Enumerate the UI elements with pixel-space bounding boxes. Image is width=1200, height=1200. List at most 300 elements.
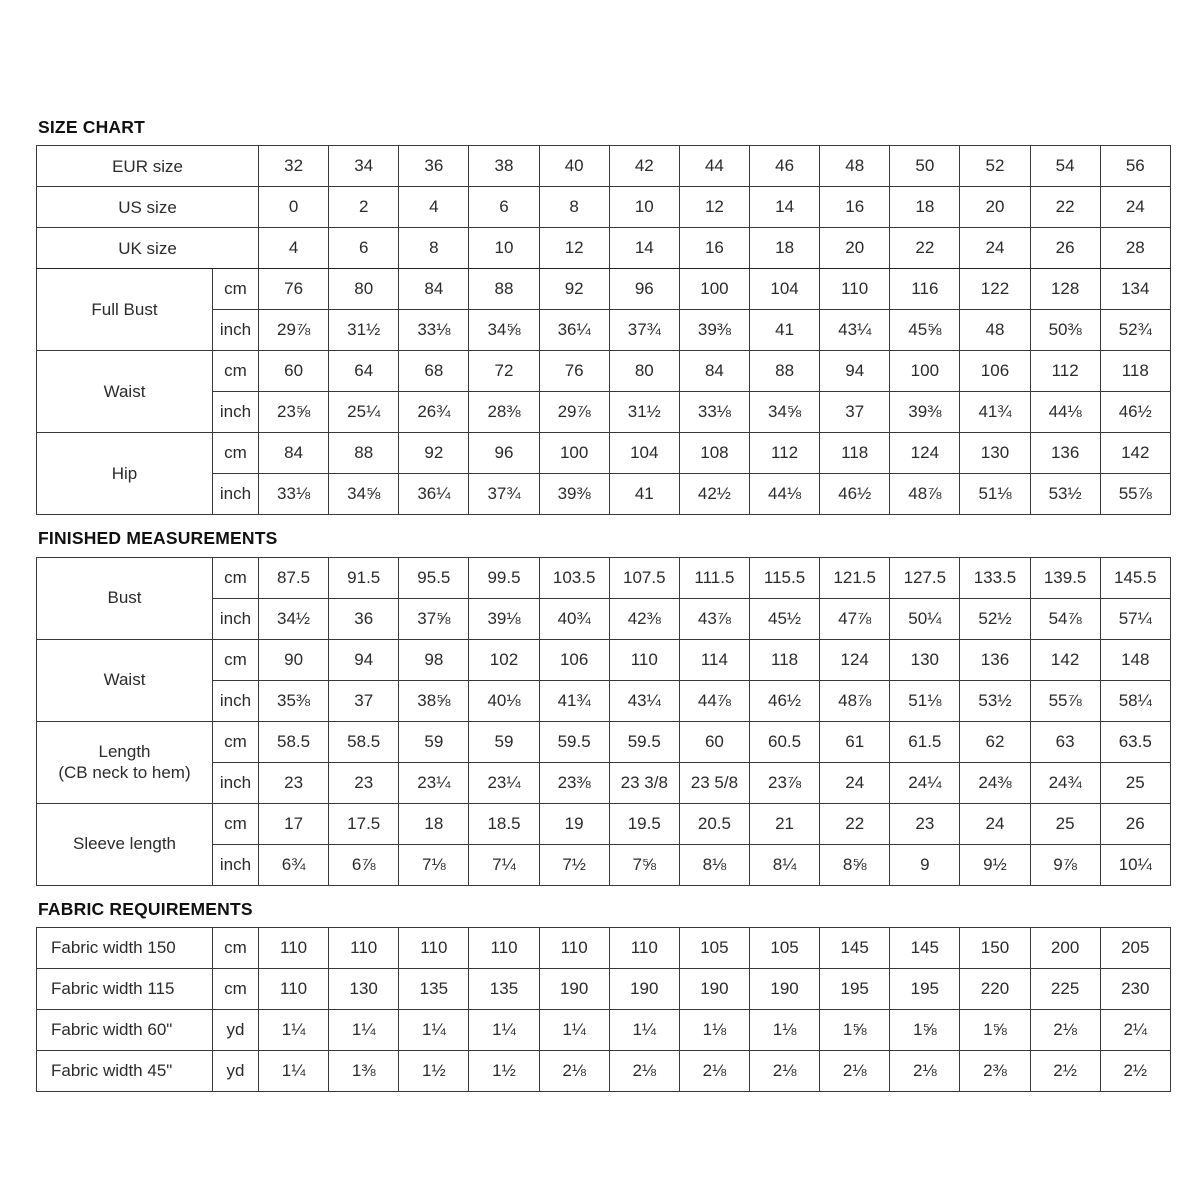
cell: 24 <box>960 228 1030 269</box>
cell: 21 <box>749 803 819 844</box>
cell: 25¼ <box>329 392 399 433</box>
cell: 36¼ <box>399 474 469 515</box>
cell: 2½ <box>1030 1050 1100 1091</box>
cell: 105 <box>749 927 819 968</box>
cell: 24¾ <box>1030 762 1100 803</box>
table-row <box>37 721 1171 762</box>
unit-cell: cm <box>213 721 259 762</box>
cell: 118 <box>749 639 819 680</box>
cell: 46 <box>750 146 820 187</box>
cell: 8⅛ <box>679 844 749 885</box>
cell: 25 <box>1030 803 1100 844</box>
table-row <box>37 351 1171 392</box>
finished-measurements-table <box>36 557 1171 886</box>
cell: 2⅛ <box>1030 1009 1100 1050</box>
finished-measurements-body <box>37 557 1171 885</box>
cell: 2⅛ <box>679 1050 749 1091</box>
cell: 44⅛ <box>750 474 820 515</box>
cell: 76 <box>539 351 609 392</box>
cell: 108 <box>679 433 749 474</box>
cell: 127.5 <box>890 557 960 598</box>
cell: 48⅞ <box>890 474 960 515</box>
cell: 1⅛ <box>749 1009 819 1050</box>
cell: 8⅝ <box>820 844 890 885</box>
cell: 55⅞ <box>1100 474 1170 515</box>
cell: 9⅞ <box>1030 844 1100 885</box>
cell: 52½ <box>960 598 1030 639</box>
unit-cell: inch <box>213 762 259 803</box>
row-label-eur-size: EUR size <box>37 146 259 187</box>
cell: 63.5 <box>1100 721 1170 762</box>
unit-cell: cm <box>213 433 259 474</box>
cell: 100 <box>679 269 749 310</box>
cell: 88 <box>750 351 820 392</box>
cell: 16 <box>820 187 890 228</box>
cell: 56 <box>1100 146 1170 187</box>
cell: 44⅛ <box>1030 392 1100 433</box>
table-row <box>37 1050 1171 1091</box>
table-row <box>37 968 1171 1009</box>
cell: 121.5 <box>820 557 890 598</box>
cell: 6¾ <box>259 844 329 885</box>
cell: 10¼ <box>1100 844 1170 885</box>
cell: 2⅛ <box>820 1050 890 1091</box>
unit-cell: cm <box>213 803 259 844</box>
unit-cell: inch <box>213 598 259 639</box>
cell: 107.5 <box>609 557 679 598</box>
cell: 12 <box>679 187 749 228</box>
cell: 34 <box>329 146 399 187</box>
cell: 1½ <box>469 1050 539 1091</box>
table-row <box>37 557 1171 598</box>
cell: 135 <box>399 968 469 1009</box>
cell: 19 <box>539 803 609 844</box>
cell: 54⅞ <box>1030 598 1100 639</box>
cell: 0 <box>259 187 329 228</box>
row-label-full-bust: Full Bust <box>37 269 213 351</box>
cell: 20.5 <box>679 803 749 844</box>
cell: 47⅞ <box>820 598 890 639</box>
cell: 130 <box>960 433 1030 474</box>
cell: 19.5 <box>609 803 679 844</box>
cell: 94 <box>329 639 399 680</box>
cell: 6 <box>329 228 399 269</box>
cell: 124 <box>820 639 890 680</box>
cell: 2 <box>329 187 399 228</box>
cell: 1⅝ <box>890 1009 960 1050</box>
cell: 51⅛ <box>960 474 1030 515</box>
cell: 55⅞ <box>1030 680 1100 721</box>
cell: 18 <box>750 228 820 269</box>
cell: 34½ <box>259 598 329 639</box>
cell: 94 <box>820 351 890 392</box>
cell: 60.5 <box>749 721 819 762</box>
size-chart-body <box>37 146 1171 515</box>
cell: 105 <box>679 927 749 968</box>
cell: 29⅞ <box>259 310 329 351</box>
cell: 63 <box>1030 721 1100 762</box>
cell: 23⅜ <box>539 762 609 803</box>
table-row <box>37 228 1171 269</box>
cell: 1¼ <box>399 1009 469 1050</box>
cell: 59.5 <box>609 721 679 762</box>
row-label-waist: Waist <box>37 639 213 721</box>
cell: 26 <box>1100 803 1170 844</box>
row-label-sleeve-length: Sleeve length <box>37 803 213 885</box>
cell: 100 <box>539 433 609 474</box>
cell: 36 <box>399 146 469 187</box>
table-row <box>37 1009 1171 1050</box>
cell: 36 <box>329 598 399 639</box>
row-label-hip: Hip <box>37 433 213 515</box>
cell: 50 <box>890 146 960 187</box>
cell: 17.5 <box>329 803 399 844</box>
cell: 128 <box>1030 269 1100 310</box>
cell: 6 <box>469 187 539 228</box>
cell: 110 <box>820 269 890 310</box>
cell: 22 <box>890 228 960 269</box>
cell: 110 <box>329 927 399 968</box>
cell: 1¼ <box>329 1009 399 1050</box>
cell: 76 <box>259 269 329 310</box>
cell: 33⅛ <box>399 310 469 351</box>
cell: 18 <box>890 187 960 228</box>
cell: 39⅜ <box>539 474 609 515</box>
unit-cell: cm <box>213 927 259 968</box>
cell: 24 <box>820 762 890 803</box>
cell: 2⅜ <box>960 1050 1030 1091</box>
cell: 39⅜ <box>679 310 749 351</box>
cell: 45⅝ <box>890 310 960 351</box>
cell: 195 <box>890 968 960 1009</box>
row-label-fabric-width-115: Fabric width 115 <box>37 968 213 1009</box>
cell: 7⅛ <box>399 844 469 885</box>
cell: 34⅝ <box>750 392 820 433</box>
cell: 2¼ <box>1100 1009 1170 1050</box>
cell: 35⅜ <box>259 680 329 721</box>
cell: 114 <box>679 639 749 680</box>
cell: 41 <box>609 474 679 515</box>
cell: 8 <box>539 187 609 228</box>
row-label-waist: Waist <box>37 351 213 433</box>
cell: 18.5 <box>469 803 539 844</box>
cell: 110 <box>609 639 679 680</box>
cell: 80 <box>329 269 399 310</box>
cell: 32 <box>259 146 329 187</box>
cell: 84 <box>259 433 329 474</box>
cell: 2⅛ <box>890 1050 960 1091</box>
cell: 88 <box>469 269 539 310</box>
row-label-length-line2: (CB neck to hem) <box>58 763 191 782</box>
cell: 1¼ <box>259 1050 329 1091</box>
cell: 90 <box>259 639 329 680</box>
cell: 24 <box>1100 187 1170 228</box>
cell: 26 <box>1030 228 1100 269</box>
cell: 48⅞ <box>820 680 890 721</box>
cell: 12 <box>539 228 609 269</box>
cell: 104 <box>609 433 679 474</box>
cell: 58.5 <box>329 721 399 762</box>
cell: 34⅝ <box>329 474 399 515</box>
cell: 43¼ <box>820 310 890 351</box>
cell: 26¾ <box>399 392 469 433</box>
unit-cell: yd <box>213 1050 259 1091</box>
cell: 96 <box>469 433 539 474</box>
row-label-length <box>37 721 213 803</box>
cell: 37 <box>820 392 890 433</box>
cell: 52¾ <box>1100 310 1170 351</box>
unit-cell: cm <box>213 351 259 392</box>
cell: 20 <box>820 228 890 269</box>
cell: 37¾ <box>469 474 539 515</box>
cell: 1⅜ <box>329 1050 399 1091</box>
finished-measurements-title: FINISHED MEASUREMENTS <box>38 528 278 549</box>
cell: 130 <box>890 639 960 680</box>
cell: 96 <box>609 269 679 310</box>
cell: 104 <box>750 269 820 310</box>
cell: 148 <box>1100 639 1170 680</box>
row-label-fabric-width-45in: Fabric width 45" <box>37 1050 213 1091</box>
cell: 23 <box>890 803 960 844</box>
cell: 135 <box>469 968 539 1009</box>
cell: 1¼ <box>469 1009 539 1050</box>
cell: 4 <box>399 187 469 228</box>
cell: 112 <box>1030 351 1100 392</box>
cell: 2½ <box>1100 1050 1170 1091</box>
cell: 54 <box>1030 146 1100 187</box>
cell: 103.5 <box>539 557 609 598</box>
cell: 136 <box>960 639 1030 680</box>
cell: 1¼ <box>259 1009 329 1050</box>
cell: 22 <box>820 803 890 844</box>
cell: 205 <box>1100 927 1170 968</box>
cell: 37 <box>329 680 399 721</box>
row-label-fabric-width-150: Fabric width 150 <box>37 927 213 968</box>
cell: 139.5 <box>1030 557 1100 598</box>
cell: 40¾ <box>539 598 609 639</box>
cell: 9 <box>890 844 960 885</box>
table-row <box>37 433 1171 474</box>
cell: 190 <box>539 968 609 1009</box>
cell: 25 <box>1100 762 1170 803</box>
cell: 33⅛ <box>259 474 329 515</box>
cell: 133.5 <box>960 557 1030 598</box>
cell: 1½ <box>399 1050 469 1091</box>
cell: 230 <box>1100 968 1170 1009</box>
cell: 23 <box>329 762 399 803</box>
cell: 142 <box>1100 433 1170 474</box>
cell: 91.5 <box>329 557 399 598</box>
cell: 118 <box>820 433 890 474</box>
fabric-requirements-table <box>36 927 1171 1092</box>
cell: 102 <box>469 639 539 680</box>
cell: 92 <box>539 269 609 310</box>
row-label-us-size: US size <box>37 187 259 228</box>
cell: 142 <box>1030 639 1100 680</box>
cell: 2⅛ <box>539 1050 609 1091</box>
cell: 7½ <box>539 844 609 885</box>
cell: 136 <box>1030 433 1100 474</box>
cell: 36¼ <box>539 310 609 351</box>
cell: 99.5 <box>469 557 539 598</box>
cell: 44 <box>679 146 749 187</box>
cell: 24⅜ <box>960 762 1030 803</box>
cell: 98 <box>399 639 469 680</box>
cell: 57¼ <box>1100 598 1170 639</box>
cell: 118 <box>1100 351 1170 392</box>
cell: 110 <box>259 968 329 1009</box>
cell: 38 <box>469 146 539 187</box>
cell: 29⅞ <box>539 392 609 433</box>
table-row <box>37 269 1171 310</box>
cell: 59 <box>469 721 539 762</box>
cell: 39⅛ <box>469 598 539 639</box>
unit-cell: cm <box>213 968 259 1009</box>
cell: 23¼ <box>399 762 469 803</box>
cell: 2⅛ <box>609 1050 679 1091</box>
cell: 48 <box>820 146 890 187</box>
fabric-requirements-title: FABRIC REQUIREMENTS <box>38 898 253 919</box>
cell: 23⅞ <box>749 762 819 803</box>
cell: 44⅞ <box>679 680 749 721</box>
table-row <box>37 639 1171 680</box>
cell: 53½ <box>1030 474 1100 515</box>
cell: 190 <box>609 968 679 1009</box>
cell: 190 <box>679 968 749 1009</box>
cell: 46½ <box>820 474 890 515</box>
cell: 8 <box>399 228 469 269</box>
cell: 122 <box>960 269 1030 310</box>
cell: 134 <box>1100 269 1170 310</box>
cell: 72 <box>469 351 539 392</box>
cell: 39⅜ <box>890 392 960 433</box>
cell: 14 <box>750 187 820 228</box>
cell: 87.5 <box>259 557 329 598</box>
cell: 28 <box>1100 228 1170 269</box>
cell: 43⅞ <box>679 598 749 639</box>
cell: 100 <box>890 351 960 392</box>
cell: 1¼ <box>609 1009 679 1050</box>
cell: 95.5 <box>399 557 469 598</box>
cell: 46½ <box>749 680 819 721</box>
cell: 34⅝ <box>469 310 539 351</box>
cell: 50¼ <box>890 598 960 639</box>
cell: 23 3/8 <box>609 762 679 803</box>
table-row <box>37 927 1171 968</box>
table-row <box>37 187 1171 228</box>
cell: 2⅛ <box>749 1050 819 1091</box>
unit-cell: inch <box>213 392 259 433</box>
cell: 51⅛ <box>890 680 960 721</box>
cell: 10 <box>469 228 539 269</box>
cell: 42 <box>609 146 679 187</box>
cell: 150 <box>960 927 1030 968</box>
unit-cell: cm <box>213 639 259 680</box>
cell: 37¾ <box>609 310 679 351</box>
cell: 50⅜ <box>1030 310 1100 351</box>
cell: 7¼ <box>469 844 539 885</box>
cell: 9½ <box>960 844 1030 885</box>
cell: 31½ <box>609 392 679 433</box>
cell: 116 <box>890 269 960 310</box>
cell: 23¼ <box>469 762 539 803</box>
cell: 41¾ <box>960 392 1030 433</box>
unit-cell: yd <box>213 1009 259 1050</box>
cell: 53½ <box>960 680 1030 721</box>
cell: 88 <box>329 433 399 474</box>
cell: 110 <box>609 927 679 968</box>
size-chart-table <box>36 145 1171 515</box>
cell: 40⅛ <box>469 680 539 721</box>
cell: 42⅜ <box>609 598 679 639</box>
cell: 200 <box>1030 927 1100 968</box>
cell: 41 <box>750 310 820 351</box>
cell: 1⅝ <box>960 1009 1030 1050</box>
cell: 52 <box>960 146 1030 187</box>
cell: 23 <box>259 762 329 803</box>
cell: 16 <box>679 228 749 269</box>
cell: 62 <box>960 721 1030 762</box>
cell: 225 <box>1030 968 1100 1009</box>
cell: 4 <box>259 228 329 269</box>
cell: 145 <box>820 927 890 968</box>
unit-cell: inch <box>213 474 259 515</box>
cell: 24 <box>960 803 1030 844</box>
cell: 17 <box>259 803 329 844</box>
table-row <box>37 803 1171 844</box>
cell: 60 <box>679 721 749 762</box>
cell: 31½ <box>329 310 399 351</box>
cell: 110 <box>469 927 539 968</box>
cell: 8¼ <box>749 844 819 885</box>
cell: 38⅝ <box>399 680 469 721</box>
cell: 124 <box>890 433 960 474</box>
row-label-fabric-width-60in: Fabric width 60" <box>37 1009 213 1050</box>
cell: 59.5 <box>539 721 609 762</box>
unit-cell: cm <box>213 557 259 598</box>
table-row <box>37 146 1171 187</box>
unit-cell: inch <box>213 844 259 885</box>
cell: 14 <box>609 228 679 269</box>
cell: 7⅝ <box>609 844 679 885</box>
cell: 110 <box>399 927 469 968</box>
cell: 58¼ <box>1100 680 1170 721</box>
cell: 60 <box>259 351 329 392</box>
cell: 45½ <box>749 598 819 639</box>
row-label-length-line1: Length <box>98 741 151 761</box>
unit-cell: inch <box>213 310 259 351</box>
unit-cell: inch <box>213 680 259 721</box>
cell: 10 <box>609 187 679 228</box>
cell: 1⅝ <box>820 1009 890 1050</box>
cell: 59 <box>399 721 469 762</box>
cell: 42½ <box>679 474 749 515</box>
cell: 23 5/8 <box>679 762 749 803</box>
cell: 61 <box>820 721 890 762</box>
cell: 68 <box>399 351 469 392</box>
cell: 92 <box>399 433 469 474</box>
cell: 64 <box>329 351 399 392</box>
cell: 84 <box>679 351 749 392</box>
cell: 20 <box>960 187 1030 228</box>
cell: 112 <box>750 433 820 474</box>
cell: 40 <box>539 146 609 187</box>
cell: 145.5 <box>1100 557 1170 598</box>
cell: 110 <box>539 927 609 968</box>
cell: 41¾ <box>539 680 609 721</box>
cell: 24¼ <box>890 762 960 803</box>
cell: 48 <box>960 310 1030 351</box>
